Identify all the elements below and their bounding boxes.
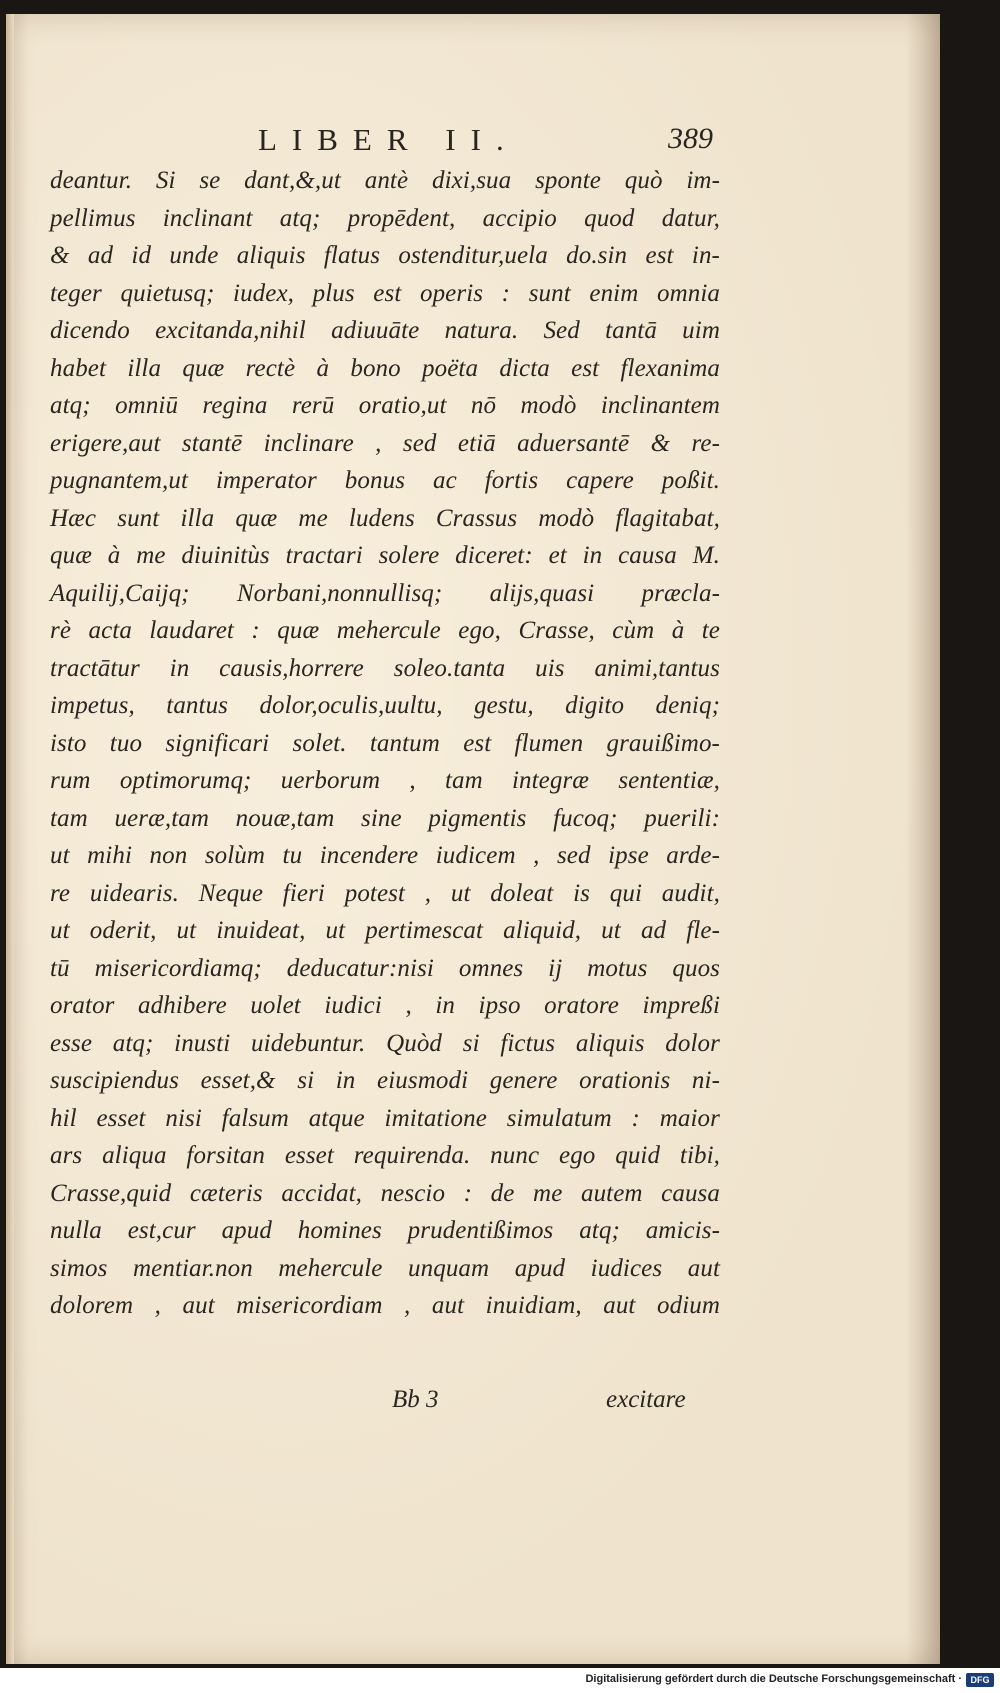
text-line: isto tuo significari solet. tantum est flumen grauißimo-	[50, 729, 720, 757]
text-line: rè acta laudaret : quæ mehercule ego, Crasse, cùm à te	[50, 617, 720, 644]
signature-mark: Bb 3	[392, 1386, 439, 1413]
text-line: habet illa quæ rectè à bono poëta dicta est flexanima	[50, 354, 720, 382]
page-number: 389	[668, 122, 713, 155]
digitization-footer	[0, 1668, 1000, 1693]
book-page	[6, 14, 940, 1664]
text-line: Crasse,quid cæteris accidat, nescio : de me autem causa	[50, 1179, 720, 1207]
text-line: tam ueræ,tam nouæ,tam sine pigmentis fucoq; puerili:	[50, 804, 720, 832]
text-line: dicendo excitanda,nihil adiuuāte natura. Sed tantā uim	[50, 317, 720, 344]
running-head	[6, 122, 940, 162]
text-line: ut mihi non solùm tu incendere iudicem , sed ipse arde-	[50, 842, 720, 869]
text-line: teger quietusq; iudex, plus est operis : sunt enim omnia	[50, 279, 720, 307]
dfg-logo: DFG	[966, 1673, 994, 1687]
text-line: orator adhibere uolet iudici , in ipso oratore impreßi	[50, 992, 720, 1019]
text-line: tū misericordiamq; deducatur:nisi omnes ij motus quos	[50, 954, 720, 982]
text-line: esse atq; inusti uidebuntur. Quòd si fictus aliquis dolor	[50, 1029, 720, 1057]
catchword: excitare	[606, 1386, 686, 1413]
catchline	[6, 1386, 940, 1426]
text-line: Aquilij,Caijq; Norbani,nonnullisq; alijs,quasi præcla-	[50, 579, 720, 607]
text-line: dolorem , aut misericordiam , aut inuidiam, aut odium	[50, 1292, 720, 1319]
text-line: simos mentiar.non mehercule unquam apud iudices aut	[50, 1254, 720, 1282]
running-title: LIBER II.	[258, 122, 519, 157]
text-line: quæ à me diuinitùs tractari solere diceret: et in causa M.	[50, 542, 720, 569]
text-line: re uidearis. Neque fieri potest , ut doleat is qui audit,	[50, 879, 720, 907]
body-text	[50, 162, 720, 1325]
text-line: hil esset nisi falsum atque imitatione simulatum : maior	[50, 1104, 720, 1132]
text-line: ut oderit, ut inuideat, ut pertimescat aliquid, ut ad fle-	[50, 917, 720, 944]
text-line: deantur. Si se dant,&,ut antè dixi,sua sponte quò im-	[50, 167, 720, 194]
text-line: rum optimorumq; uerborum , tam integræ sententiæ,	[50, 767, 720, 794]
text-line: tractātur in causis,horrere soleo.tanta uis animi,tantus	[50, 654, 720, 682]
text-line: nulla est,cur apud homines prudentißimos atq; amicis-	[50, 1217, 720, 1244]
text-line: erigere,aut stantē inclinare , sed etiā aduersantē & re-	[50, 429, 720, 457]
text-line: ars aliqua forsitan esset requirenda. nunc ego quid tibi,	[50, 1142, 720, 1169]
text-line: suscipiendus esset,& si in eiusmodi genere orationis ni-	[50, 1067, 720, 1094]
text-line: atq; omniū regina rerū oratio,ut nō modò inclinantem	[50, 392, 720, 419]
text-line: impetus, tantus dolor,oculis,uultu, gestu, digito deniq;	[50, 692, 720, 719]
footer-credit: Digitalisierung gefördert durch die Deutsche Forschungsgemeinschaft ·	[585, 1673, 962, 1685]
text-line: & ad id unde aliquis flatus ostenditur,uela do.sin est in-	[50, 242, 720, 269]
text-line: pellimus inclinant atq; propēdent, accipio quod datur,	[50, 204, 720, 232]
text-line: pugnantem,ut imperator bonus ac fortis capere poßit.	[50, 467, 720, 494]
text-line: Hæc sunt illa quæ me ludens Crassus modò flagitabat,	[50, 504, 720, 532]
